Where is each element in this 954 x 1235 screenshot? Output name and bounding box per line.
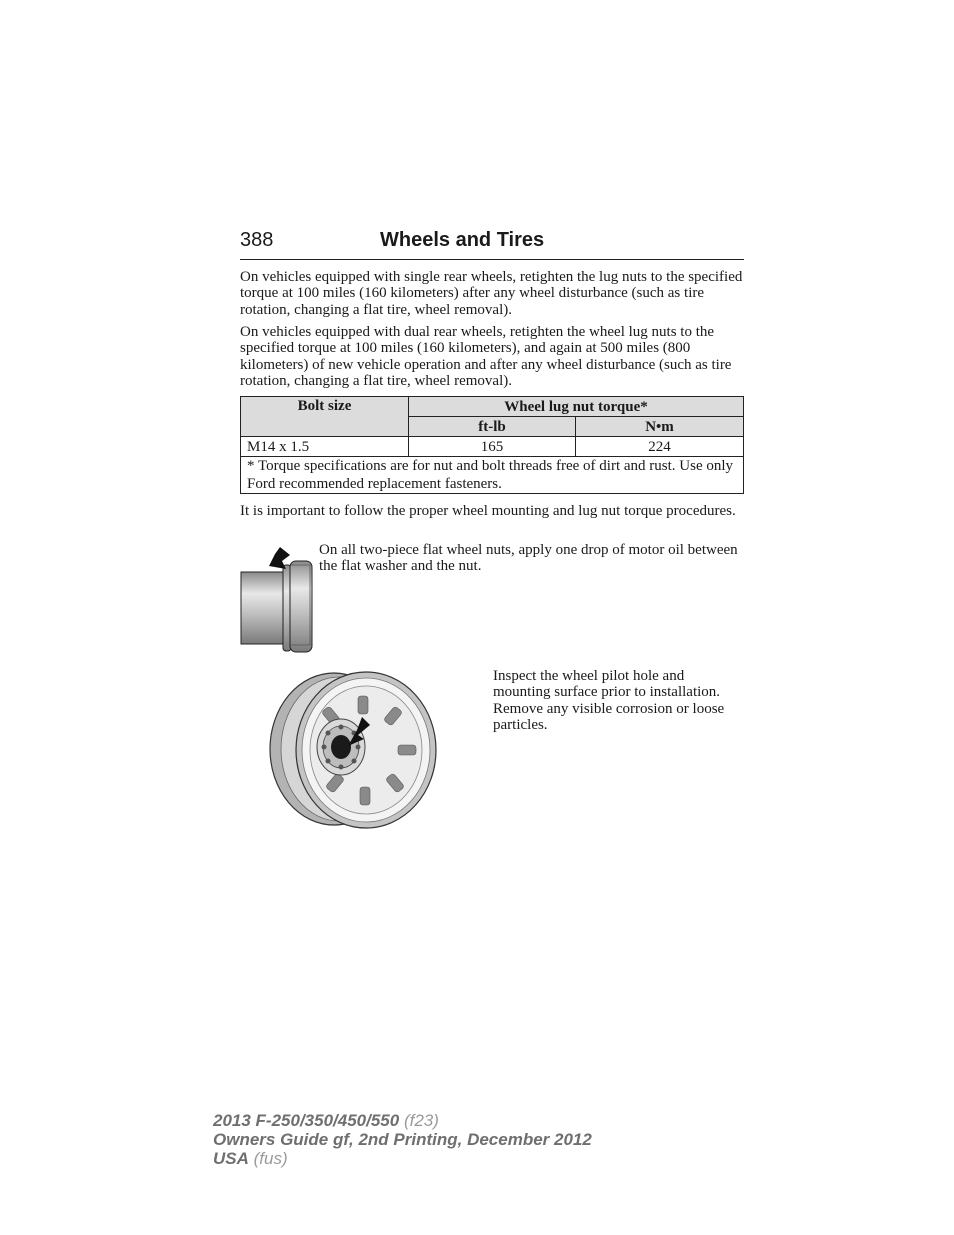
paragraph-dual-rear-wheels: On vehicles equipped with dual rear wheels, retighten the wheel lug nuts to the specified torque at 100 miles (160 kilometers), and again at 500 miles (800 kilometers) of new vehicle operation and after any wheel disturbance (such as tire rotation, changing a flat tire, wheel removal). (240, 324, 732, 389)
footer-model-code: (f23) (403, 1111, 439, 1130)
table-row (241, 437, 744, 457)
table-footnote: * Torque specifications are for nut and bolt threads free of dirt and rust. Use only Ford recommended replacement fasteners. (241, 457, 744, 494)
torque-table (240, 396, 744, 494)
wheel-nut-illustration (240, 545, 314, 653)
cell-bolt-size: M14 x 1.5 (241, 437, 409, 457)
page-number: 388 (240, 229, 274, 251)
cell-ft-lb: 165 (409, 437, 576, 457)
wheel-caption: Inspect the wheel pilot hole and mounting surface prior to installation. Remove any visible corrosion or loose particles. (493, 668, 725, 733)
wheel-illustration (266, 671, 440, 833)
footer-market: USA (213, 1149, 249, 1168)
paragraph-single-rear-wheels: On vehicles equipped with single rear wheels, retighten the lug nuts to the specified torque at 100 miles (160 kilometers) after any wheel disturbance (such as tire rotation, changing a flat tire, wheel removal). (240, 269, 743, 318)
subheader-ft-lb: ft-lb (409, 417, 576, 437)
footer-guide: Owners Guide gf, 2nd Printing, December 2012 (213, 1130, 592, 1149)
header-wheel-lug-nut-torque: Wheel lug nut torque* (409, 397, 744, 417)
paragraph-procedures: It is important to follow the proper wheel mounting and lug nut torque procedures. (240, 503, 736, 519)
footer-model: 2013 F-250/350/450/550 (213, 1111, 400, 1130)
footer-market-code: (fus) (253, 1149, 288, 1168)
page-header (240, 229, 744, 260)
cell-nm: 224 (576, 437, 744, 457)
header-bolt-size: Bolt size (241, 397, 409, 437)
nut-caption: On all two-piece flat wheel nuts, apply one drop of motor oil between the flat washer and the nut. (319, 542, 738, 575)
footer (213, 1111, 592, 1168)
subheader-nm: N•m (576, 417, 744, 437)
section-title: Wheels and Tires (380, 229, 545, 251)
